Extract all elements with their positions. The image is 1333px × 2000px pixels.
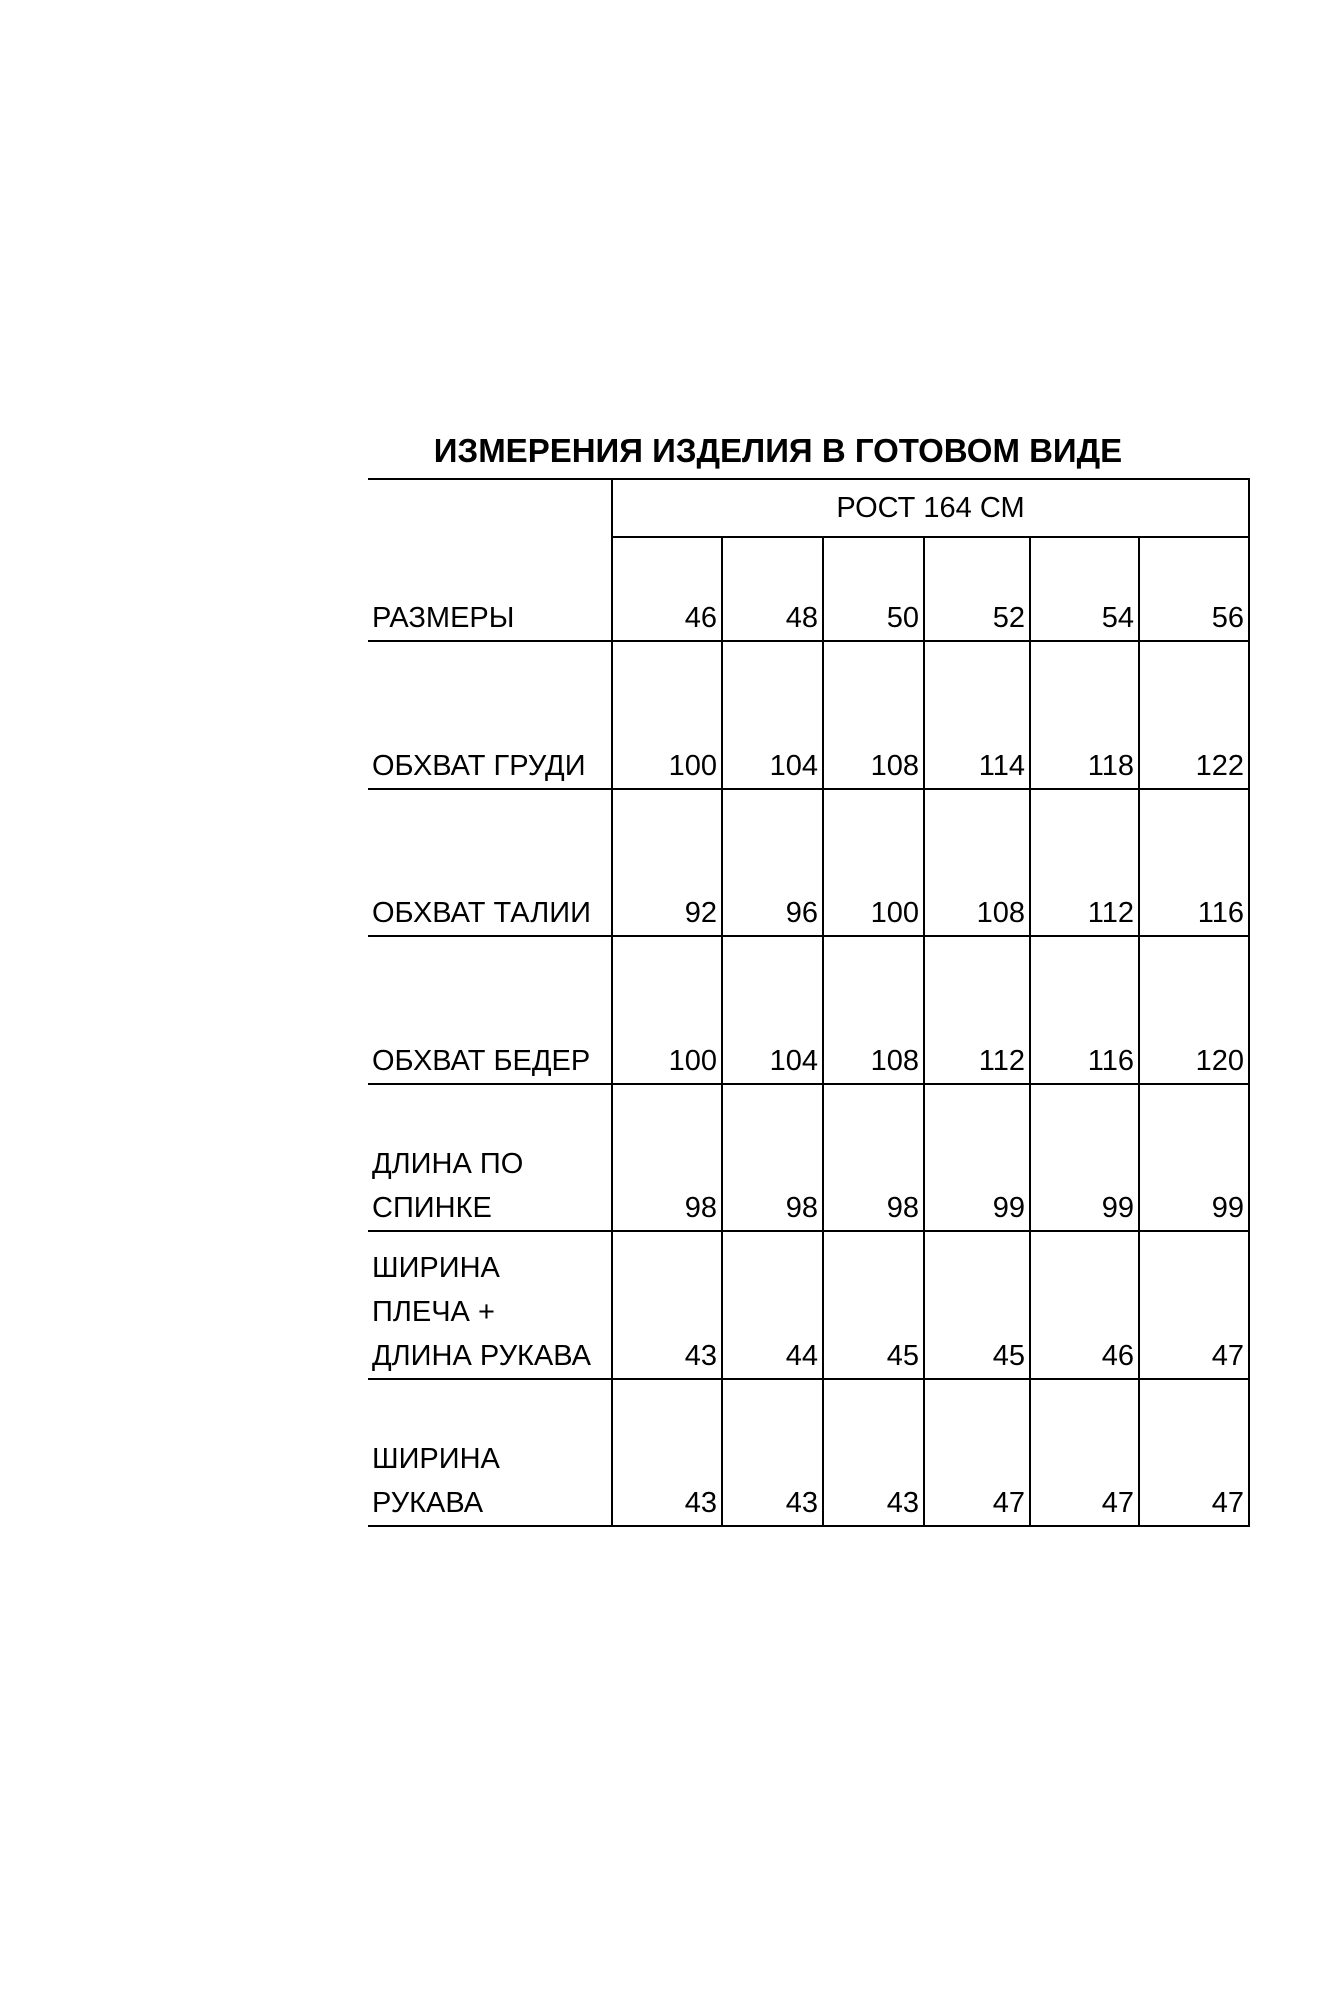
table-cell-value: 120	[1195, 1045, 1244, 1077]
table-cell-value: 54	[1101, 602, 1134, 634]
row-divider	[368, 1525, 1250, 1527]
table-cell-value: 122	[1195, 750, 1244, 782]
row-divider	[368, 1230, 1250, 1232]
table-cell-value: 99	[1101, 1192, 1134, 1224]
table-cell-value: 118	[1087, 750, 1134, 782]
table-cell-value: 47	[1211, 1340, 1244, 1372]
table-cell-value: 100	[668, 750, 717, 782]
row-label: ПЛЕЧА +	[372, 1296, 495, 1328]
table-cell-value: 98	[785, 1192, 818, 1224]
table-cell-value: 50	[886, 602, 919, 634]
table-cell-value: 47	[992, 1487, 1025, 1519]
table-cell-value: 116	[1197, 897, 1244, 929]
table-cell-value: 56	[1211, 602, 1244, 634]
table-cell-value: 43	[684, 1340, 717, 1372]
table-cell-value: 92	[684, 897, 717, 929]
table-cell-value: 47	[1211, 1487, 1244, 1519]
table-cell-value: 52	[992, 602, 1025, 634]
table-cell-value: 108	[870, 1045, 919, 1077]
row-divider	[368, 788, 1250, 790]
table-cell-value: 47	[1101, 1487, 1134, 1519]
row-divider	[368, 1083, 1250, 1085]
table-cell-value: 45	[886, 1340, 919, 1372]
size-table	[368, 478, 1250, 1527]
table-cell-value: 46	[1101, 1340, 1134, 1372]
table-title: ИЗМЕРЕНИЯ ИЗДЕЛИЯ В ГОТОВОМ ВИДЕ	[433, 432, 1123, 469]
row-divider	[368, 640, 1250, 642]
table-cell-value: 43	[785, 1487, 818, 1519]
table-cell-value: 108	[870, 750, 919, 782]
row-label: СПИНКЕ	[372, 1192, 492, 1224]
table-cell-value: 98	[684, 1192, 717, 1224]
table-cell-value: 100	[870, 897, 919, 929]
row-label: ОБХВАТ БЕДЕР	[372, 1045, 591, 1077]
table-top-border	[368, 478, 1250, 480]
table-cell-value: 96	[785, 897, 818, 929]
row-label: ОБХВАТ ТАЛИИ	[372, 897, 591, 929]
table-cell-value: 104	[769, 1045, 818, 1077]
row-label: ДЛИНА РУКАВА	[372, 1340, 591, 1372]
table-cell-value: 44	[785, 1340, 818, 1372]
row-divider	[368, 935, 1250, 937]
table-cell-value: 98	[886, 1192, 919, 1224]
table-cell-value: 45	[992, 1340, 1025, 1372]
table-cell-value: 43	[886, 1487, 919, 1519]
height-header-divider	[611, 536, 1250, 538]
row-label: ДЛИНА ПО	[372, 1148, 524, 1180]
table-right-border	[1248, 478, 1250, 1525]
table-cell-value: 112	[1087, 897, 1134, 929]
row-label: ОБХВАТ ГРУДИ	[372, 750, 586, 782]
row-label: РАЗМЕРЫ	[372, 602, 515, 634]
height-header: РОСТ 164 СМ	[836, 492, 1025, 524]
table-cell-value: 116	[1087, 1045, 1134, 1077]
table-cell-value: 46	[684, 602, 717, 634]
table-cell-value: 114	[978, 750, 1025, 782]
table-cell-value: 43	[684, 1487, 717, 1519]
table-cell-value: 112	[978, 1045, 1025, 1077]
table-cell-value: 48	[785, 602, 818, 634]
row-label: ШИРИНА	[372, 1252, 500, 1284]
row-divider	[368, 1378, 1250, 1380]
table-cell-value: 99	[1211, 1192, 1244, 1224]
table-cell-value: 104	[769, 750, 818, 782]
table-cell-value: 99	[992, 1192, 1025, 1224]
row-label: ШИРИНА	[372, 1443, 500, 1475]
table-cell-value: 108	[976, 897, 1025, 929]
table-cell-value: 100	[668, 1045, 717, 1077]
row-label: РУКАВА	[372, 1487, 484, 1519]
